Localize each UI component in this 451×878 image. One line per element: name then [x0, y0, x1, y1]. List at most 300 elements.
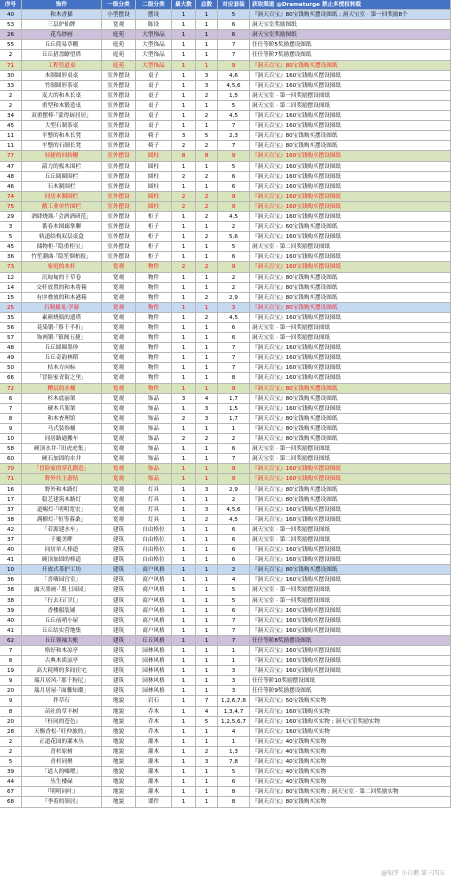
table-row — [0, 262, 451, 272]
cell-item: 瑞月居屋·「面馨知潮」 — [22, 686, 102, 695]
cell-category: 室外摆设 — [102, 242, 136, 251]
cell-subcategory: 圆柱 — [136, 151, 172, 160]
cell-total: 1 — [196, 283, 218, 292]
cell-source: 洞天宝室 · 第一回奖励摆设图纸 — [250, 333, 451, 342]
cell-set: 3 — [218, 666, 250, 675]
cell-set: 8 — [218, 797, 250, 806]
cell-index: 75 — [0, 202, 22, 211]
header-cell-index: 序号 — [0, 0, 22, 9]
cell-source: 『洞天百宝』80宝钱购买摆设图纸 — [250, 495, 451, 504]
cell-item: 『枉同的苍色』 — [22, 717, 102, 726]
cell-subcategory: 桌子 — [136, 101, 172, 110]
cell-source: 洞天宝室 · 第一回奖励摆设图纸 — [250, 596, 451, 605]
cell-set: 2,9 — [218, 293, 250, 302]
header-row — [0, 0, 451, 10]
table-row — [0, 505, 451, 515]
table-row — [0, 656, 451, 666]
cell-subcategory: 饰品 — [136, 474, 172, 483]
cell-total: 1 — [196, 121, 218, 130]
cell-source: 『洞天百宝』80宝钱购买摆设图纸 — [250, 394, 451, 403]
cell-subcategory: 商户风格 — [136, 616, 172, 625]
cell-subcategory: 谍件 — [136, 797, 172, 806]
cell-subcategory: 饰品 — [136, 424, 172, 433]
cell-set: 7 — [218, 343, 250, 352]
cell-set: 7 — [218, 40, 250, 49]
cell-subcategory: 物件 — [136, 373, 172, 382]
cell-max: 1 — [172, 555, 196, 564]
cell-item: 硬顶水井·「田虎虎集」 — [22, 444, 102, 453]
cell-subcategory: 饰品 — [136, 414, 172, 423]
cell-category: 宽观 — [102, 444, 136, 453]
cell-max: 1 — [172, 565, 196, 574]
cell-item: 轨道结构双层桌盒 — [22, 232, 102, 241]
cell-total: 1 — [196, 343, 218, 352]
table-row — [0, 444, 451, 454]
table-row — [0, 757, 451, 767]
cell-total: 1 — [196, 61, 218, 70]
cell-category: 庭苑 — [102, 50, 136, 59]
cell-max: 1 — [172, 424, 196, 433]
cell-item: 番春木图廊掌聊 — [22, 222, 102, 231]
cell-set: 2 — [218, 222, 250, 231]
cell-max: 1 — [172, 696, 196, 705]
cell-source: 『洞天百宝』160宝钱购买摆设图纸 — [250, 151, 451, 160]
cell-source: 『洞天百宝』40宝钱购买实物 — [250, 747, 451, 756]
cell-subcategory: 乔木 — [136, 717, 172, 726]
table-row — [0, 696, 451, 706]
cell-subcategory: 物件 — [136, 343, 172, 352]
cell-category: 宽观 — [102, 384, 136, 393]
cell-index: 12 — [0, 273, 22, 282]
cell-category: 宽观 — [102, 333, 136, 342]
cell-index: 30 — [0, 71, 22, 80]
cell-set: 4 — [218, 727, 250, 736]
cell-max: 1 — [172, 404, 196, 413]
cell-source: 『洞天百宝』80宝钱购买摆设图纸 — [250, 303, 451, 312]
cell-item: 桔木方向标 — [22, 363, 102, 372]
cell-set: 8 — [218, 373, 250, 382]
header-cell-max: 最大数 — [172, 0, 196, 9]
cell-source: 『洞天百宝』80宝钱购买摆设图纸 — [250, 565, 451, 574]
cell-source: 『洞天百宝』160宝钱购买摆设图纸 — [250, 262, 451, 271]
cell-max: 2 — [172, 172, 196, 181]
cell-item: 香楼服装铺 — [22, 606, 102, 615]
cell-category: 地貌 — [102, 787, 136, 796]
cell-category: 地貌 — [102, 737, 136, 746]
cell-index: 15 — [0, 293, 22, 302]
cell-total: 2 — [196, 91, 218, 100]
cell-index: 56 — [0, 323, 22, 332]
cell-source: 『洞天百宝』160宝钱购买摆设图纸 — [250, 81, 451, 90]
cell-total: 5 — [196, 131, 218, 140]
table-row — [0, 747, 451, 757]
cell-index: 50 — [0, 363, 22, 372]
cell-item: 天衡香松·「旺仲旅的」 — [22, 727, 102, 736]
cell-item: 硬木兵架架 — [22, 404, 102, 413]
cell-source: 『洞天百宝』160宝钱购买摆设图纸 — [250, 606, 451, 615]
cell-item: 丘丘简易草棚 — [22, 40, 102, 49]
cell-max: 1 — [172, 353, 196, 362]
cell-total: 1 — [196, 10, 218, 19]
cell-subcategory: 椅子 — [136, 131, 172, 140]
cell-source: 洞天宝室 · 第二回奖励摆设图纸 — [250, 454, 451, 463]
cell-total: 1 — [196, 676, 218, 685]
cell-index: 40 — [0, 616, 22, 625]
cell-subcategory: 灯具 — [136, 515, 172, 524]
cell-set: 6 — [218, 30, 250, 39]
table-row — [0, 767, 451, 777]
table-row — [0, 333, 451, 343]
cell-set: 7 — [218, 636, 250, 645]
cell-total: 1 — [196, 373, 218, 382]
cell-category: 宽观 — [102, 474, 136, 483]
table-row — [0, 495, 451, 505]
cell-index: 44 — [0, 777, 22, 786]
cell-max: 1 — [172, 444, 196, 453]
cell-category: 室外摆设 — [102, 111, 136, 120]
table-row — [0, 313, 451, 323]
cell-total: 1 — [196, 626, 218, 635]
cell-max: 1 — [172, 495, 196, 504]
cell-index: 67 — [0, 787, 22, 796]
cell-set: 7 — [218, 454, 250, 463]
table-row — [0, 202, 451, 212]
cell-set: 6 — [218, 252, 250, 261]
table-row — [0, 50, 451, 60]
cell-category: 地貌 — [102, 767, 136, 776]
cell-source: 『洞天百宝』80宝钱购买摆设图纸 — [250, 434, 451, 443]
cell-index: 38 — [0, 585, 22, 594]
cell-item: 沉甸甸的干草卷 — [22, 273, 102, 282]
cell-index: 11 — [0, 131, 22, 140]
cell-item: 竹笙潮曲·「隐笙烟柏报」 — [22, 252, 102, 261]
header-cell-total: 总数 — [196, 0, 218, 9]
table-row — [0, 717, 451, 727]
cell-category: 建筑 — [102, 596, 136, 605]
cell-index: 36 — [0, 575, 22, 584]
cell-item: 拌草石 — [22, 696, 102, 705]
table-row — [0, 666, 451, 676]
cell-subcategory: 大型饰品 — [136, 50, 172, 59]
cell-source: 『洞天百宝』160宝钱购买摆设图纸 — [250, 646, 451, 655]
cell-subcategory: 园林风格 — [136, 686, 172, 695]
cell-source: 洞天宝室 · 第一回奖励摆设图纸 — [250, 91, 451, 100]
cell-max: 1 — [172, 525, 196, 534]
table-row — [0, 20, 451, 30]
table-row — [0, 343, 451, 353]
cell-set: 1 — [218, 646, 250, 655]
cell-category: 宽观 — [102, 373, 136, 382]
cell-subcategory: 灯具 — [136, 505, 172, 514]
cell-total: 1 — [196, 363, 218, 372]
table-row — [0, 707, 451, 717]
table-row — [0, 646, 451, 656]
cell-set: 9 — [218, 384, 250, 393]
cell-source: 『洞天百宝』160宝钱购买摆设图纸 — [250, 464, 451, 473]
cell-subcategory: 灌木 — [136, 777, 172, 786]
cell-index: 8 — [0, 414, 22, 423]
cell-max: 1 — [172, 485, 196, 494]
cell-item: 同居单人棒道 — [22, 545, 102, 554]
cell-set: 2 — [218, 273, 250, 282]
cell-category: 室外摆设 — [102, 222, 136, 231]
table-row — [0, 797, 451, 807]
cell-item: 双重摆棒·「蒙得厨居居」 — [22, 111, 102, 120]
cell-category: 宽观 — [102, 404, 136, 413]
cell-category: 室外摆设 — [102, 172, 136, 181]
cell-set: 6 — [218, 20, 250, 29]
cell-index: 20 — [0, 717, 22, 726]
cell-category: 建筑 — [102, 626, 136, 635]
cell-subcategory: 摆设 — [136, 10, 172, 19]
table-body — [0, 10, 451, 807]
cell-set: 1,5 — [218, 91, 250, 100]
cell-item: 交杆放置的和木将箱 — [22, 283, 102, 292]
cell-source: 『洞天百宝』160宝钱购买摆设图纸 — [250, 363, 451, 372]
cell-index: 62 — [0, 636, 22, 645]
cell-index: 2 — [0, 91, 22, 100]
cell-max: 1 — [172, 313, 196, 322]
cell-total: 1 — [196, 464, 218, 473]
cell-category: 室外摆设 — [102, 182, 136, 191]
cell-index: 2 — [0, 101, 22, 110]
cell-item: 「行去石门红」 — [22, 596, 102, 605]
cell-total: 1 — [196, 20, 218, 29]
cell-total: 3 — [196, 81, 218, 90]
table-row — [0, 727, 451, 737]
cell-set: 6 — [218, 323, 250, 332]
cell-category: 建筑 — [102, 555, 136, 564]
cell-total: 1 — [196, 666, 218, 675]
cell-item: 丘丘圆圈围栏 — [22, 172, 102, 181]
cell-max: 2 — [172, 202, 196, 211]
cell-subcategory: 物件 — [136, 273, 172, 282]
cell-total: 2 — [196, 202, 218, 211]
cell-item: 马式装饰桶 — [22, 424, 102, 433]
cell-set: 6 — [218, 777, 250, 786]
cell-subcategory: 饰品 — [136, 404, 172, 413]
cell-item: 韶力的板木围栏 — [22, 162, 102, 171]
cell-max: 1 — [172, 454, 196, 463]
cell-source: 洞天宝室 · 第一回奖励摆设图纸 — [250, 444, 451, 453]
cell-index: 2 — [0, 737, 22, 746]
cell-max: 1 — [172, 626, 196, 635]
cell-subcategory: 灌木 — [136, 747, 172, 756]
table-row — [0, 353, 451, 363]
cell-total: 1 — [196, 333, 218, 342]
cell-total: 2 — [196, 212, 218, 221]
cell-total: 1 — [196, 656, 218, 665]
table-row — [0, 101, 451, 111]
cell-item: 稳艺建筑木路灯 — [22, 495, 102, 504]
cell-subcategory: 商户风格 — [136, 626, 172, 635]
cell-set: 6 — [218, 333, 250, 342]
cell-subcategory: 自由格位 — [136, 535, 172, 544]
table-row — [0, 10, 451, 20]
cell-source: 洞天宝室 · 第二回奖励摆设图纸 — [250, 101, 451, 110]
cell-category: 宽观 — [102, 323, 136, 332]
cell-total: 3 — [196, 414, 218, 423]
cell-total: 1 — [196, 40, 218, 49]
cell-source: 『洞天百宝』40宝钱购买实物 — [250, 777, 451, 786]
cell-subcategory: 饰品 — [136, 444, 172, 453]
cell-subcategory: 桌子 — [136, 121, 172, 130]
cell-max: 2 — [172, 414, 196, 423]
cell-total: 1 — [196, 101, 218, 110]
cell-index: 17 — [0, 495, 22, 504]
cell-max: 1 — [172, 767, 196, 776]
table-row — [0, 192, 451, 202]
cell-max: 1 — [172, 515, 196, 524]
cell-total: 1 — [196, 606, 218, 615]
cell-total: 1 — [196, 777, 218, 786]
cell-max: 1 — [172, 212, 196, 221]
cell-source: 『洞天百宝』40宝钱购买实物 — [250, 767, 451, 776]
cell-item: 开放式茶护工坊 — [22, 565, 102, 574]
cell-subcategory: 圆柱 — [136, 192, 172, 201]
cell-subcategory: 柜子 — [136, 242, 172, 251]
cell-max: 1 — [172, 717, 196, 726]
cell-total: 1 — [196, 323, 218, 332]
cell-source: 洞天宝室 · 第一回奖励摆设图纸 — [250, 585, 451, 594]
cell-total: 1 — [196, 454, 218, 463]
cell-category: 庭苑 — [102, 30, 136, 39]
table-row — [0, 434, 451, 444]
cell-source: 『洞天百宝』80宝钱购买摆设图纸 — [250, 485, 451, 494]
cell-set: 2 — [218, 434, 250, 443]
cell-index: 71 — [0, 474, 22, 483]
cell-category: 地貌 — [102, 747, 136, 756]
cell-total: 1 — [196, 555, 218, 564]
cell-index: 29 — [0, 212, 22, 221]
cell-max: 2 — [172, 262, 196, 271]
cell-max: 2 — [172, 434, 196, 443]
cell-source: 『洞天百宝』60宝钱购买摆设图纸 — [250, 222, 451, 231]
cell-item: 石木制围栏 — [22, 182, 102, 191]
cell-max: 2 — [172, 192, 196, 201]
cell-subcategory: 饰品 — [136, 394, 172, 403]
cell-total: 3 — [196, 404, 218, 413]
cell-subcategory: 饰品 — [136, 454, 172, 463]
cell-set: 7 — [218, 121, 250, 130]
cell-source: 『洞天百宝』160宝钱购买摆设图纸 — [250, 474, 451, 483]
cell-total: 1 — [196, 222, 218, 231]
cell-source: 『洞天百宝』160宝钱购买摆设图纸 — [250, 182, 451, 191]
cell-item: 竹制圆形茶桌 — [22, 81, 102, 90]
cell-max: 1 — [172, 707, 196, 716]
cell-total: 3 — [196, 71, 218, 80]
table-row — [0, 686, 451, 696]
cell-max: 1 — [172, 101, 196, 110]
table-row — [0, 242, 451, 252]
cell-index: 55 — [0, 40, 22, 49]
cell-subcategory: 物件 — [136, 333, 172, 342]
cell-category: 建筑 — [102, 646, 136, 655]
table-row — [0, 404, 451, 414]
cell-index: 19 — [0, 666, 22, 675]
cell-subcategory: 岩石 — [136, 696, 172, 705]
header-cell-set: 对应套装 — [218, 0, 250, 9]
cell-item: 丘丘奇韵林稻 — [22, 353, 102, 362]
cell-total: 1 — [196, 162, 218, 171]
cell-source: 洞天宝室 · 第二回奖励摆设图纸 — [250, 535, 451, 544]
cell-total: 1 — [196, 575, 218, 584]
cell-category: 建筑 — [102, 666, 136, 675]
cell-index: 2 — [0, 50, 22, 59]
cell-source: 洞天宝室 · 第二回奖励摆设图纸 — [250, 242, 451, 251]
cell-index: 70 — [0, 464, 22, 473]
cell-max: 1 — [172, 232, 196, 241]
cell-index: 45 — [0, 242, 22, 251]
cell-category: 建筑 — [102, 686, 136, 695]
cell-category: 宽观 — [102, 505, 136, 514]
cell-source: 『洞天百宝』80宝钱购买摆设图纸 — [250, 424, 451, 433]
cell-index: 41 — [0, 555, 22, 564]
cell-index: 40 — [0, 545, 22, 554]
cell-total: 1 — [196, 737, 218, 746]
cell-subcategory: 园林风格 — [136, 656, 172, 665]
cell-total: 1 — [196, 252, 218, 261]
cell-index: 74 — [0, 192, 22, 201]
cell-set: 9 — [218, 474, 250, 483]
cell-index: 8 — [0, 656, 22, 665]
cell-total: 1 — [196, 727, 218, 736]
cell-max: 1 — [172, 575, 196, 584]
cell-index: 47 — [0, 162, 22, 171]
cell-index: 25 — [0, 303, 22, 312]
cell-index: 58 — [0, 444, 22, 453]
cell-subcategory: 灌木 — [136, 767, 172, 776]
cell-subcategory: 桌子 — [136, 81, 172, 90]
cell-set: 1 — [218, 424, 250, 433]
cell-source: 『洞天百宝』160宝钱购买摆设图纸 — [250, 172, 451, 181]
cell-subcategory: 圆柱 — [136, 182, 172, 191]
cell-source: 任任等阶9奖励摆设图纸 — [250, 686, 451, 695]
cell-source: 『洞天百宝』160宝钱购买摆设图纸 — [250, 626, 451, 635]
cell-source: 『洞天百宝』160宝钱购买实物 ; 洞天宝室奖励实物 — [250, 717, 451, 726]
cell-total: 7 — [196, 696, 218, 705]
cell-source: 『洞天百宝』160宝钱购买摆设图纸 — [250, 232, 451, 241]
cell-max: 1 — [172, 384, 196, 393]
cell-item: 素颜烧瓶的遗塔 — [22, 313, 102, 322]
cell-subcategory: 柜子 — [136, 252, 172, 261]
cell-source: 洞天宝室 · 第一回奖励摆设图纸 — [250, 323, 451, 332]
cell-item: 饰两锻·「镇阁五捷」 — [22, 333, 102, 342]
cell-item: 轻捷的回转栅 — [22, 151, 102, 160]
cell-item: 丛生楼碌 — [22, 777, 102, 786]
cell-total: 3 — [196, 505, 218, 514]
cell-index: 48 — [0, 343, 22, 352]
cell-set: 7 — [218, 50, 250, 59]
cell-subcategory: 陈设 — [136, 20, 172, 29]
cell-index: 33 — [0, 81, 22, 90]
cell-subcategory: 物件 — [136, 323, 172, 332]
cell-total: 1 — [196, 384, 218, 393]
cell-total: 1 — [196, 353, 218, 362]
table-row — [0, 141, 451, 151]
cell-subcategory: 灯具 — [136, 495, 172, 504]
table-row — [0, 232, 451, 242]
cell-source: 任任等阶8奖励摆设图纸 — [250, 636, 451, 645]
cell-category: 宽观 — [102, 454, 136, 463]
cell-item: 丘丘前哨小屋 — [22, 616, 102, 625]
cell-max: 1 — [172, 505, 196, 514]
cell-set: 6 — [218, 172, 250, 181]
cell-source: 『洞天百宝』160宝钱购买摆设图纸 — [250, 162, 451, 171]
cell-set: 4 — [218, 575, 250, 584]
table-row — [0, 737, 451, 747]
cell-subcategory: 大型饰品 — [136, 61, 172, 70]
